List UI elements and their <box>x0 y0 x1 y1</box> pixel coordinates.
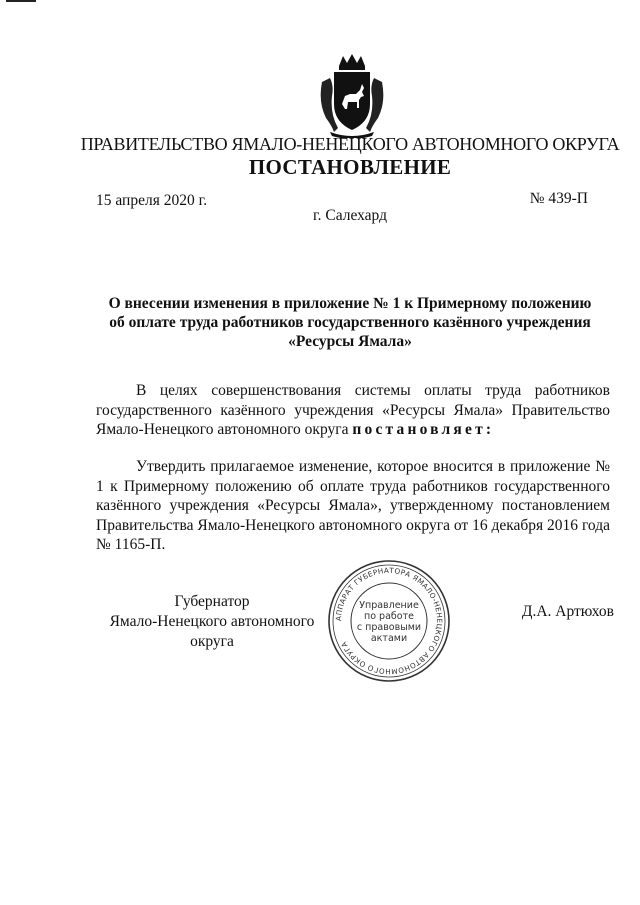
document-type: ПОСТАНОВЛЕНИЕ <box>248 155 452 179</box>
stamp-line-4: актами <box>370 633 408 644</box>
document-city: г. Салехард <box>313 207 387 224</box>
coat-of-arms-icon <box>312 52 392 138</box>
signatory-title-line-2: Ямало-Ненецкого автономного округа <box>109 613 315 650</box>
stamp-line-1: Управление <box>359 600 419 611</box>
preamble-paragraph <box>96 381 610 440</box>
title-line-2: об оплате труда работников государственного казённого учреждения <box>109 314 591 331</box>
stamp-line-2: по работе <box>364 611 414 622</box>
preamble-text: В целях совершенствования системы оплаты труда работников государственного казённого учреждения «Ресурсы Ямала» Правительство Ямало-Ненецкого автономного округа <box>96 382 610 438</box>
resolution-paragraph: Утвердить прилагаемое изменение, которое вносится в приложение № 1 к Примерному положению об оплате труда работников государственного казённого учреждения «Ресурсы Ямала», утвержденному постановлением Правительства Ямало-Ненецкого автономного округа от 16 декабря 2016 года № 1165-П. <box>96 458 610 553</box>
organization-name: ПРАВИТЕЛЬСТВО ЯМАЛО-НЕНЕЦКОГО АВТОНОМНОГО ОКРУГА <box>80 134 620 154</box>
signatory-title-line-1: Губернатор <box>174 593 250 610</box>
title-line-3: «Ресурсы Ямала» <box>288 333 412 350</box>
signatory-name: Д.А. Артюхов <box>521 603 614 620</box>
title-line-1: О внесении изменения в приложение № 1 к Примерному положению <box>108 295 592 312</box>
document-title <box>90 294 610 351</box>
document-number: № 439-П <box>529 190 588 207</box>
stamp-center-text <box>355 600 423 644</box>
stamp-ring-text: АППАРАТ ГУБЕРНАТОРА ЯМАЛО-НЕНЕЦКОГО АВТОНОМНОГО ОКРУГА <box>333 565 445 677</box>
stamp-line-3: с правовыми <box>356 622 422 633</box>
document-date: 15 апреля 2020 г. <box>96 192 208 209</box>
signatory-title <box>96 592 328 652</box>
resolves-word: постановляет: <box>352 421 495 438</box>
top-edge-mark <box>6 0 36 2</box>
